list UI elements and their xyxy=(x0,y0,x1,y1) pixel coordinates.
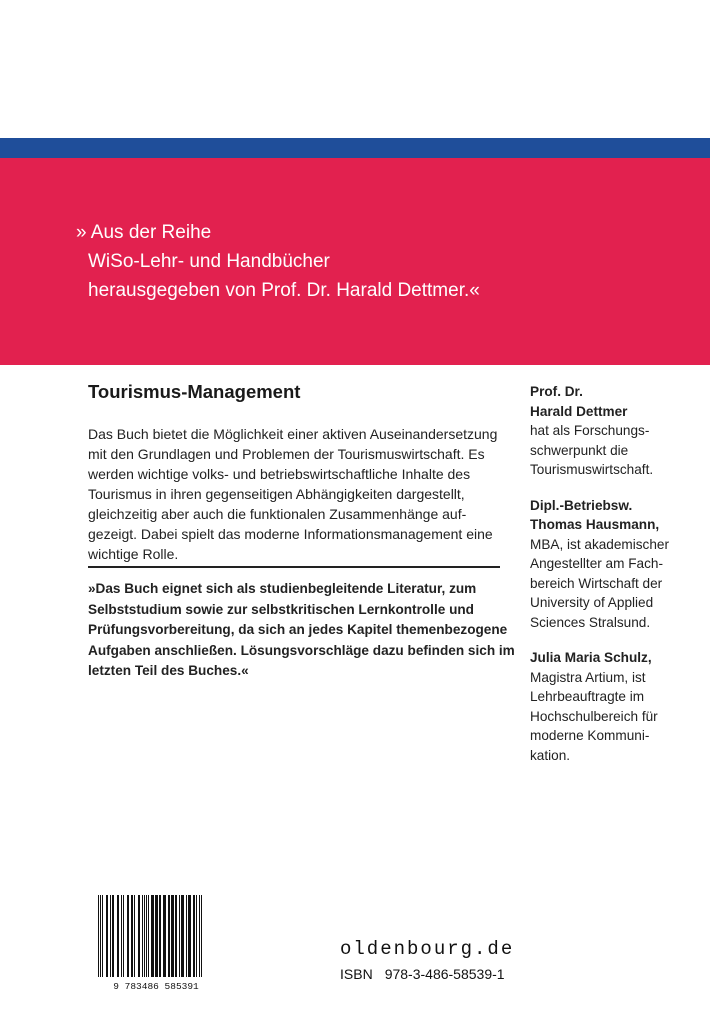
barcode-bar xyxy=(112,895,114,977)
description-line: gezeigt. Dabei spielt das moderne Informationsmanagement eine xyxy=(88,526,493,542)
author-name: Harald Dettmer xyxy=(530,403,628,419)
quote-line: letzten Teil des Buches.« xyxy=(88,663,249,678)
barcode-bar xyxy=(142,895,143,977)
barcode-bar xyxy=(168,895,170,977)
isbn-line xyxy=(340,966,505,982)
author-schulz xyxy=(530,648,705,765)
barcode-bar xyxy=(193,895,195,977)
author-bio-line: MBA, ist akademischer xyxy=(530,536,670,552)
quote-line: Prüfungsvorbereitung, da sich an jedes Kapitel themenbezogene xyxy=(88,622,508,637)
author-bio-line: bereich Wirtschaft der xyxy=(530,575,663,591)
description-line: wichtige Rolle. xyxy=(88,546,179,562)
barcode-bar xyxy=(199,895,200,977)
barcode-bar xyxy=(171,895,174,977)
author-bio-line: kation. xyxy=(530,747,571,763)
barcode-bar xyxy=(148,895,149,977)
barcode-bar xyxy=(186,895,187,977)
author-bio-line: Sciences Stralsund. xyxy=(530,614,651,630)
isbn-number: 978-3-486-58539-1 xyxy=(384,966,505,982)
author-hausmann xyxy=(530,496,705,633)
book-title: Tourismus-Management xyxy=(88,381,301,402)
barcode-bar xyxy=(144,895,145,977)
barcode-bar xyxy=(106,895,108,977)
author-bio-line: Tourismuswirtschaft. xyxy=(530,462,654,477)
barcode-bar xyxy=(98,895,99,977)
barcode-bar xyxy=(123,895,124,977)
barcode-bar xyxy=(102,895,103,977)
author-bio-line: Hochschulbereich für xyxy=(530,708,658,724)
barcode-bar xyxy=(181,895,184,977)
author-name: Julia Maria Schulz, xyxy=(530,650,652,665)
description-line: Das Buch bietet die Möglichkeit einer aktiven Auseinandersetzung xyxy=(88,426,498,442)
author-bio-line: Angestellter am Fach- xyxy=(530,556,663,571)
barcode-bar xyxy=(138,895,140,977)
barcode-bar xyxy=(159,895,161,977)
barcode-bar xyxy=(196,895,197,977)
isbn-barcode xyxy=(86,893,226,993)
book-description xyxy=(88,424,508,564)
barcode-bar xyxy=(163,895,166,977)
series-line: » Aus der Reihe xyxy=(76,222,212,243)
barcode-bar xyxy=(201,895,202,977)
description-line: Tourismus in ihren gegenseitigen Abhängigkeiten dargestellt, xyxy=(88,486,465,502)
author-bio-line: schwerpunkt die xyxy=(530,442,629,458)
author-dettmer xyxy=(530,382,705,480)
description-line: werden wichtige volks- und betriebswirtschaftliche Inhalte des xyxy=(88,466,471,482)
author-bio-line: Lehrbeauftragte im xyxy=(530,689,645,704)
series-line: WiSo-Lehr- und Handbücher xyxy=(88,251,330,272)
barcode-bar xyxy=(121,895,122,977)
barcode-bar xyxy=(188,895,191,977)
barcode-bar xyxy=(134,895,135,977)
description-line: gleichzeitig aber auch die funktionalen Zusammenhänge auf- xyxy=(88,506,467,522)
divider xyxy=(88,566,500,568)
top-blue-band xyxy=(0,138,710,158)
barcode-bar xyxy=(151,895,154,977)
series-text xyxy=(76,218,676,305)
barcode-bar xyxy=(131,895,133,977)
author-bio-line: Magistra Artium, ist xyxy=(530,669,646,685)
author-name: Dipl.-Betriebsw. xyxy=(530,497,633,513)
author-bio-line: University of Applied xyxy=(530,595,654,610)
author-name: Thomas Hausmann, xyxy=(530,517,660,532)
quote-line: Aufgaben anschließen. Lösungsvorschläge dazu befinden sich im xyxy=(88,642,515,658)
author-bio-line: moderne Kommuni- xyxy=(530,728,650,743)
isbn-label: ISBN xyxy=(340,966,373,982)
author-name: Prof. Dr. xyxy=(530,384,583,399)
author-bio xyxy=(530,668,705,766)
author-bio xyxy=(530,535,705,633)
author-bio-line: hat als Forschungs- xyxy=(530,423,650,438)
series-line: herausgegeben von Prof. Dr. Harald Dettmer.« xyxy=(88,280,480,301)
barcode-bar xyxy=(179,895,180,977)
authors-column xyxy=(530,382,705,781)
quote-line: Selbststudium sowie zur selbstkritischen Lernkontrolle und xyxy=(88,601,474,617)
quote-line: »Das Buch eignet sich als studienbegleitende Literatur, zum xyxy=(88,581,477,596)
publisher-website: oldenbourg.de xyxy=(340,938,515,960)
barcode-bar xyxy=(127,895,129,977)
author-bio xyxy=(530,421,705,480)
barcode-bar xyxy=(175,895,177,977)
barcode-bar xyxy=(117,895,119,977)
barcode-bar xyxy=(100,895,101,977)
description-line: mit den Grundlagen und Problemen der Tourismuswirtschaft. Es xyxy=(88,446,485,462)
book-quote xyxy=(88,579,515,682)
barcode-bar xyxy=(110,895,111,977)
barcode-digits: 9 783486 585391 xyxy=(113,981,199,992)
barcode-bar xyxy=(155,895,158,977)
barcode-bar xyxy=(146,895,147,977)
